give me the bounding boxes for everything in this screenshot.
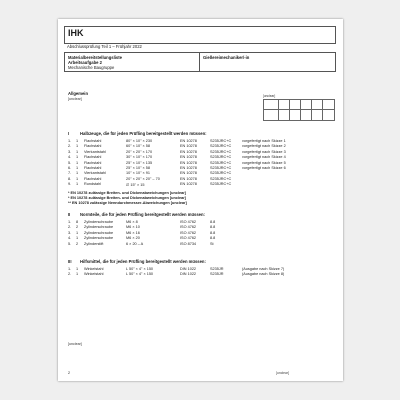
cell-name: Rundstahl [84,182,102,187]
cell-norm: ISO 8734 [180,241,197,246]
cell-norm: EN 10278 [180,171,197,176]
cell-name: Zylinderschraube [84,225,114,230]
general-text: [unclear] [68,97,82,101]
cell-qty: 1 [76,139,79,143]
cell-mat: St [210,241,214,246]
cell-name: Zylinderstift [84,241,104,246]
cell-qty: 1 [76,236,79,241]
cell-norm: EN 10278 [180,149,197,154]
cell-name: Vierkantstahl [84,171,106,176]
title-line-2: Arbeitsaufgabe 2 [68,60,102,65]
cell-norm: ISO 4762 [180,225,197,230]
cell-dim: M6 × 16 [126,230,140,235]
cell-n: 7. [68,171,72,176]
cell-norm: EN 10278 [180,160,197,165]
cell-dim: M6 × 10 [126,225,140,230]
cell-mat: 8.8 [210,220,216,224]
cell-dim: ∅ 15" × 15 [126,183,145,188]
cell-n: 4. [68,236,72,241]
section-3-list [68,267,338,278]
cell-norm: EN 10278 [180,139,197,143]
cell-n: 8. [68,176,72,181]
cell-qty: 1 [76,165,79,170]
cell-n: 3. [68,149,72,154]
cell-norm: EN 10278 [180,155,197,160]
cell-mat: 8.8 [210,225,216,230]
general-heading: Allgemein [68,91,89,96]
cell-name: Zylinderschraube [84,236,114,241]
cell-dim: L 50" × 4" × 150 [126,267,154,271]
cell-mat: S235JR [210,267,224,271]
cell-name: Flachstahl [84,139,102,143]
cell-name: Zylinderschraube [84,230,114,235]
ihk-logo: IHK [68,28,84,38]
cell-qty: 1 [76,272,79,277]
tolerance-table-caption: [unclear] [263,94,276,98]
title-line-1: Materialbereitstellungsliste [68,55,122,60]
document-header [64,26,336,78]
cell-note: vorgefertigt nach Skizze 2 [242,144,286,149]
cell-n: 1. [68,139,72,143]
cell-mat: 8.8 [210,236,216,241]
cell-mat: S235JRC+C [210,171,232,176]
cell-name: Winkelstahl [84,272,104,277]
cell-name: Flachstahl [84,144,102,149]
section-1-list [68,139,338,188]
grid-line [289,100,290,120]
cell-dim: 25" × 10" × 135 [126,160,153,165]
cell-qty: 1 [76,171,79,176]
section-title: Hilfsmittel, die für jeden Prüfling bereitgestellt werden müssen: [80,259,206,264]
cell-qty: 1 [76,144,79,149]
cell-n: 4. [68,155,72,160]
cell-qty: 1 [76,230,79,235]
cell-n: 1. [68,220,72,224]
note-1: * EN 10278 zulässige Breiten- und Dickenabweichungen [unclear] [68,191,186,195]
cell-mat: S235JR [210,272,224,277]
cell-dim: 80" × 10" × 230 [126,139,153,143]
cell-norm: EN 10278 [180,165,197,170]
grid-line [311,100,312,120]
cell-norm: ISO 4762 [180,220,197,224]
cell-qty: 2 [76,241,79,246]
cell-mat: S235JRC+C [210,160,232,165]
cell-dim: M6 × 8 [126,220,138,224]
title-divider [199,53,200,71]
document-page [58,19,343,381]
cell-note: vorgefertigt nach Skizze 1 [242,139,286,143]
cell-dim: 10" × 10" × 91 [126,171,151,176]
cell-qty: 1 [76,176,79,181]
section-title: Normteile, die für jeden Prüfling bereitgestellt werden müssen: [80,212,205,217]
cell-dim: M6 × 20 [126,236,140,241]
title-row [64,52,336,72]
tolerance-table [263,94,335,124]
grid-line [278,100,279,120]
section-2-list [68,220,338,247]
title-line-3: Mechanische Baugruppe [68,65,115,70]
cell-norm: EN 10278 [180,176,197,181]
section-number: I [68,131,70,136]
cell-name: Flachstahl [84,176,102,181]
cell-name: Winkelstahl [84,267,104,271]
note-3: ** EN 10278 zulässige Nenndurchmesser-Abweichungen [unclear] [68,201,187,205]
tolerance-grid [263,99,335,121]
cell-n: 5. [68,241,72,246]
cell-dim: 6 × 20 – A [126,241,144,246]
cell-n: 1. [68,267,72,271]
cell-name: Flachstahl [84,160,102,165]
cell-n: 9. [68,182,72,187]
section-number: II [68,212,71,217]
exam-subtitle: Abschlussprüfung Teil 1 – Frühjahr 2022 [67,44,142,49]
cell-name: Vierkantstahl [84,149,106,154]
cell-mat: S235JRC+C [210,182,232,187]
cell-n: 2. [68,225,72,230]
cell-mat: S235JRC+C [210,139,232,143]
cell-name: Flachstahl [84,165,102,170]
cell-name: Zylinderschraube [84,220,114,224]
cell-norm: ISO 4762 [180,236,197,241]
cell-note: vorgefertigt nach Skizze 3 [242,149,286,154]
document-code: [unclear] [276,371,290,375]
cell-norm: ISO 4762 [180,230,197,235]
cell-n: 2. [68,144,72,149]
cell-qty: 2 [76,225,79,230]
cell-note: vorgefertigt nach Skizze 5 [242,160,286,165]
grid-line [264,109,334,110]
section-title: Halbzeuge, die für jeden Prüfling bereitgestellt werden müssen: [80,131,207,136]
list-item [68,182,338,187]
cell-mat: S235JRC+C [210,144,232,149]
cell-dim: 20" × 20" × 20" – 70 [126,176,160,181]
cell-mat: S235JRC+C [210,176,232,181]
cell-qty: 1 [76,155,79,160]
cell-note: (Ausgabe nach Skizze 8) [242,272,285,277]
cell-note: vorgefertigt nach Skizze 4 [242,155,286,160]
cell-qty: 1 [76,182,79,187]
cell-mat: S235JRC+C [210,155,232,160]
list-item [68,242,338,247]
cell-n: 2. [68,272,72,277]
cell-dim: 25" × 10" × 58 [126,165,151,170]
list-item [68,272,338,277]
footer-text: [unclear] [68,342,82,346]
cell-dim: L 50" × 4" × 150 [126,272,154,277]
cell-note: vorgefertigt nach Skizze 6 [242,165,286,170]
page-number: 2 [68,371,70,375]
cell-n: 5. [68,160,72,165]
note-2: * EN 10278 zulässige Breiten- und Dickenabweichungen [unclear] [68,196,186,200]
cell-norm: DIN 1022 [180,272,197,277]
cell-qty: 1 [76,267,79,271]
logo-box [64,26,336,44]
cell-mat: S235JRC+C [210,149,232,154]
cell-norm: EN 10278 [180,182,197,187]
cell-name: Flachstahl [84,155,102,160]
cell-dim: 20" × 20" × 170 [126,149,153,154]
cell-dim: 60" × 10" × 58 [126,144,151,149]
cell-dim: 30" × 10" × 170 [126,155,153,160]
cell-qty: 8 [76,220,79,224]
cell-norm: EN 10278 [180,144,197,149]
profession: Gießereimechaniker/-in [203,55,250,60]
cell-note: (Ausgabe nach Skizze 7) [242,267,285,271]
cell-n: 3. [68,230,72,235]
cell-qty: 1 [76,149,79,154]
cell-mat: 8.8 [210,230,216,235]
section-number: III [68,259,72,264]
grid-line [322,100,323,120]
grid-line [300,100,301,120]
cell-qty: 1 [76,160,79,165]
cell-norm: DIN 1022 [180,267,197,271]
cell-mat: S235JRC+C [210,165,232,170]
cell-n: 6. [68,165,72,170]
